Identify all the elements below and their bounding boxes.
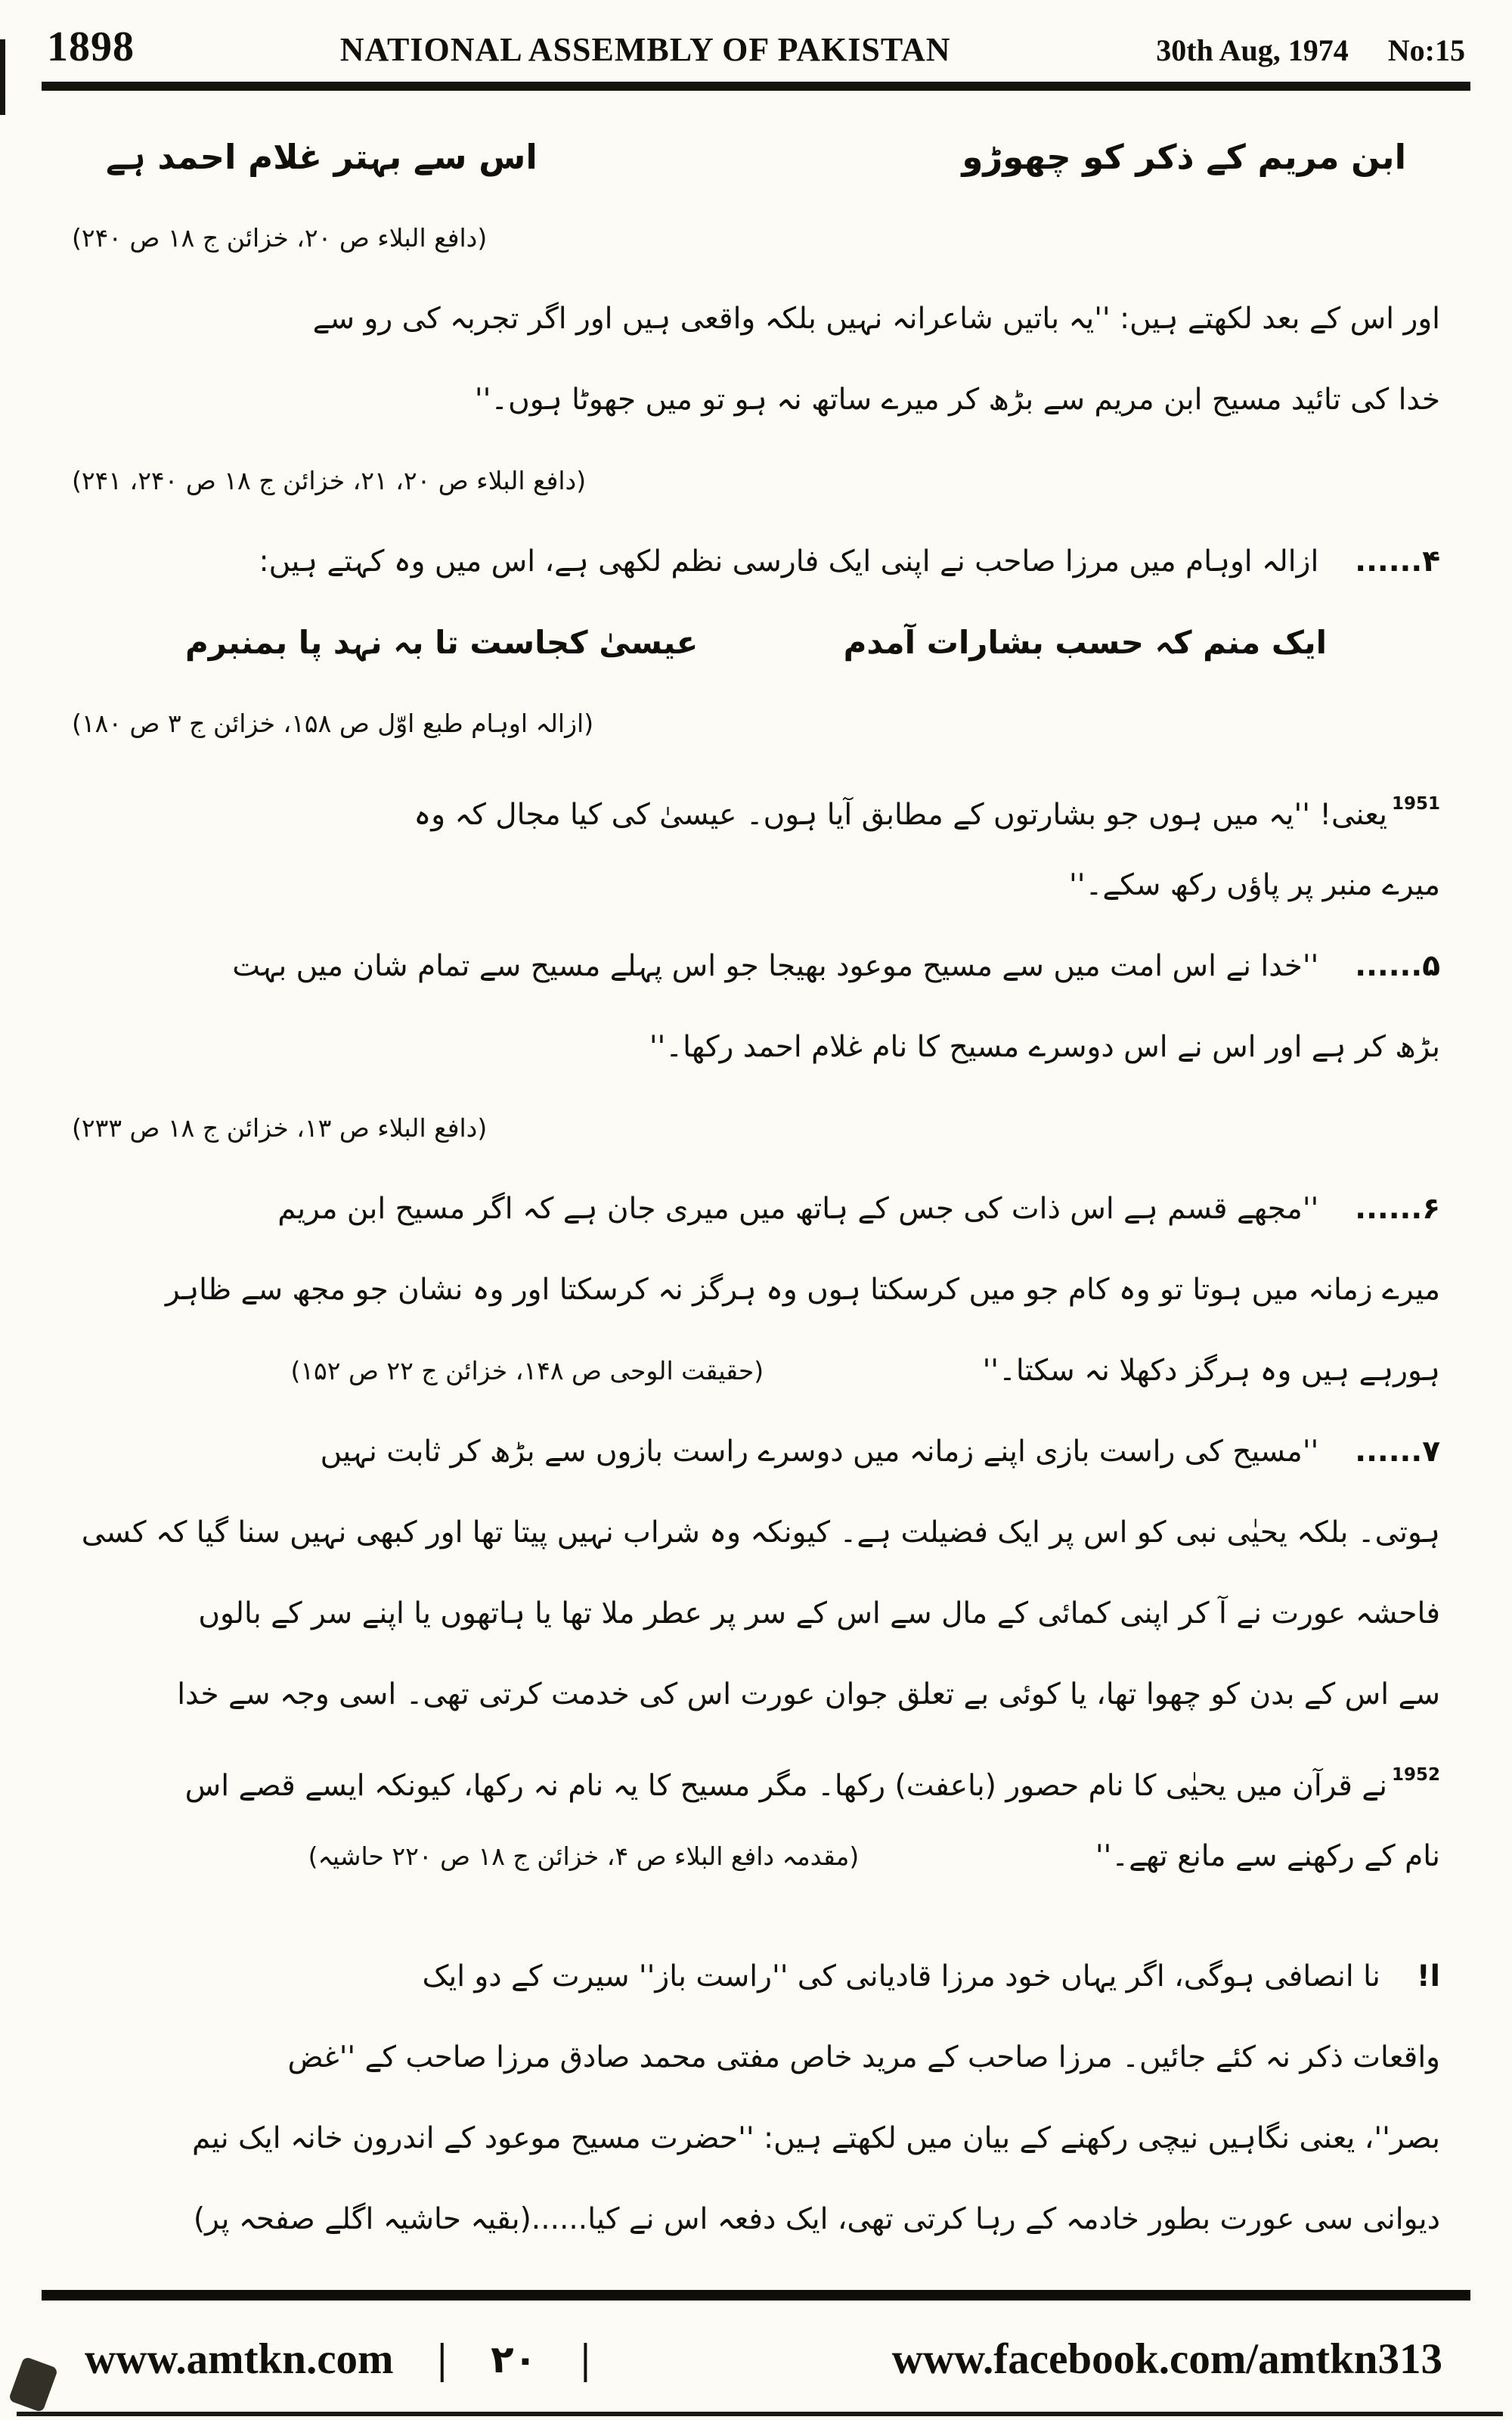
text-line bbox=[72, 764, 1440, 845]
header-title: NATIONAL ASSEMBLY OF PAKISTAN bbox=[339, 31, 951, 68]
citation: (مقدمہ دافع البلاء ص ۴، خزائن ج ۱۸ ص ۲۲۰ حاشیہ) bbox=[308, 1841, 860, 1871]
text-line bbox=[72, 1936, 1440, 2017]
line-text: ''خدا نے اس امت میں سے مسیح موعود بھیجا جو اس پہلے مسیح سے تمام شان میں بہت bbox=[232, 949, 1319, 983]
item-number: ۵...... bbox=[1355, 949, 1440, 983]
citation: (حقیقت الوحی ص ۱۴۸، خزائن ج ۲۲ ص ۱۵۲) bbox=[290, 1356, 764, 1385]
verse-hemistich-left: اس سے بہتر غلام احمد ہے bbox=[106, 137, 538, 177]
scan-artifact bbox=[8, 2356, 58, 2413]
footer-divider bbox=[42, 2290, 1470, 2301]
line-text: ازالہ اوہام میں مرزا صاحب نے اپنی ایک فارسی نظم لکھی ہے، اس میں وہ کہتے ہیں: bbox=[259, 544, 1319, 579]
page-header bbox=[0, 0, 1512, 71]
footer-separator: | bbox=[437, 2335, 448, 2383]
text-line bbox=[72, 926, 1440, 1007]
verse-line bbox=[72, 116, 1440, 197]
text-line bbox=[72, 521, 1440, 602]
reference-line bbox=[72, 1087, 1440, 1168]
text-line bbox=[72, 2098, 1440, 2179]
line-text: (ازالہ اوہام طبع اوّل ص ۱۵۸، خزائن ج ۳ ص ۱۸۰) bbox=[72, 709, 594, 738]
line-text: نے قرآن میں یحیٰی کا نام حصور (باعفت) رکھا۔ مگر مسیح کا یہ نام نہ رکھا، کیونکہ ایسے قصے اس bbox=[184, 1769, 1387, 1803]
line-text: (دافع البلاء ص ۱۳، خزائن ج ۱۸ ص ۲۳۳) bbox=[72, 1113, 488, 1143]
line-text: واقعات ذکر نہ کئے جائیں۔ مرزا صاحب کے مرید خاص مفتی محمد صادق مرزا صاحب کے ''غض bbox=[287, 2040, 1440, 2074]
line-text: یعنی! ''یہ میں ہوں جو بشارتوں کے مطابق آیا ہوں۔ عیسیٰ کی کیا مجال کہ وہ bbox=[414, 798, 1387, 832]
scan-artifact bbox=[0, 39, 5, 115]
text-line bbox=[72, 1168, 1440, 1249]
text-line-with-citation bbox=[72, 1816, 1440, 1897]
item-number: ۴...... bbox=[1355, 544, 1440, 579]
text-line bbox=[72, 845, 1440, 926]
line-text: (دافع البلاء ص ۲۰، ۲۱، خزائن ج ۱۸ ص ۲۴۰، ۲۴۱) bbox=[72, 466, 587, 495]
header-meta bbox=[1156, 33, 1465, 68]
text-line bbox=[72, 1573, 1440, 1654]
footnote-marker: 1951 bbox=[1391, 794, 1440, 814]
line-text: بصر''، یعنی نگاہیں نیچی رکھنے کے بیان میں لکھتے ہیں: ''حضرت مسیح موعود کے اندرون خانہ ایک نیم bbox=[192, 2121, 1440, 2155]
line-text: فاحشہ عورت نے آ کر اپنی کمائی کے مال سے اس کے سر پر عطر ملا تھا یا ہاتھوں یا اپنے سر کے بالوں bbox=[198, 1596, 1440, 1630]
website-url: www.amtkn.com bbox=[85, 2335, 394, 2383]
line-text: میرے زمانہ میں ہوتا تو وہ کام جو میں کرسکتا ہوں وہ ہرگز نہ کرسکتا اور وہ نشان جو مجھ سے ظاہر bbox=[165, 1273, 1440, 1307]
item-number: ا! bbox=[1416, 1959, 1440, 1993]
text-line bbox=[72, 1492, 1440, 1573]
line-text: ''مسیح کی راست بازی اپنے زمانہ میں دوسرے راست بازوں سے بڑھ کر ثابت نہیں bbox=[320, 1435, 1319, 1469]
item-number: ۶...... bbox=[1355, 1192, 1440, 1226]
line-text: (دافع البلاء ص ۲۰، خزائن ج ۱۸ ص ۲۴۰) bbox=[72, 223, 488, 253]
text-line bbox=[72, 278, 1440, 359]
verse-line bbox=[72, 602, 1440, 683]
line-text: نام کے رکھنے سے مانع تھے۔'' bbox=[1095, 1839, 1440, 1873]
footer-page-number: ۲۰ bbox=[491, 2337, 538, 2381]
text-line bbox=[72, 1735, 1440, 1816]
page-footer bbox=[85, 2335, 1442, 2384]
text-line bbox=[72, 1007, 1440, 1087]
bottom-edge-line bbox=[17, 2412, 1503, 2416]
line-text: سے اس کے بدن کو چھوا تھا، یا کوئی بے تعلق جوان عورت اس کی خدمت کرتی تھی۔ اسی وجہ سے خدا bbox=[177, 1677, 1440, 1711]
line-text: میرے منبر پر پاؤں رکھ سکے۔'' bbox=[1069, 868, 1440, 902]
verse-hemistich-right: ایک منم کہ حسب بشارات آمدم bbox=[843, 624, 1327, 661]
text-line bbox=[72, 359, 1440, 440]
reference-line bbox=[72, 683, 1440, 764]
reference-line bbox=[72, 197, 1440, 278]
line-text: ''مجھے قسم ہے اس ذات کی جس کے ہاتھ میں میری جان ہے کہ اگر مسیح ابن مریم bbox=[277, 1192, 1319, 1226]
footer-separator: | bbox=[581, 2335, 590, 2383]
footnote-marker: 1952 bbox=[1391, 1765, 1440, 1785]
header-date: 30th Aug, 1974 bbox=[1156, 33, 1349, 67]
text-line bbox=[72, 2017, 1440, 2098]
line-text: ہوتی۔ بلکہ یحیٰی نبی کو اس پر ایک فضیلت ہے۔ کیونکہ وہ شراب نہیں پیتا تھا اور کبھی نہیں سنا گیا کہ کسی bbox=[81, 1516, 1440, 1550]
text-line bbox=[72, 1249, 1440, 1330]
line-text: خدا کی تائید مسیح ابن مریم سے بڑھ کر میرے ساتھ نہ ہو تو میں جھوٹا ہوں۔'' bbox=[474, 383, 1440, 417]
line-text: ہورہے ہیں وہ ہرگز دکھلا نہ سکتا۔'' bbox=[982, 1354, 1440, 1388]
text-line bbox=[72, 1411, 1440, 1492]
page-number: 1898 bbox=[47, 23, 135, 70]
facebook-url: www.facebook.com/amtkn313 bbox=[891, 2335, 1442, 2383]
text-line-with-citation bbox=[72, 1330, 1440, 1411]
document-body bbox=[72, 116, 1440, 2260]
header-issue-number: No:15 bbox=[1387, 33, 1465, 67]
line-text: بڑھ کر ہے اور اس نے اس دوسرے مسیح کا نام غلام احمد رکھا۔'' bbox=[649, 1030, 1440, 1064]
text-line bbox=[72, 1654, 1440, 1735]
header-divider bbox=[42, 82, 1470, 91]
verse-hemistich-right: ابن مریم کے ذکر کو چھوڑو bbox=[962, 137, 1406, 177]
verse-hemistich-left: عیسیٰ کجاست تا بہ نہد پا بمنبرم bbox=[185, 624, 699, 661]
item-number: ۷...... bbox=[1355, 1435, 1440, 1469]
reference-line bbox=[72, 440, 1440, 521]
text-line bbox=[72, 2179, 1440, 2260]
line-text: دیوانی سی عورت بطور خادمہ کے رہا کرتی تھی، ایک دفعہ اس نے کیا......(بقیہ حاشیہ اگلے صفحہ پر) bbox=[193, 2202, 1440, 2236]
line-text: اور اس کے بعد لکھتے ہیں: ''یہ باتیں شاعرانہ نہیں بلکہ واقعی ہیں اور اگر تجربہ کی رو سے bbox=[312, 302, 1440, 336]
line-text: نا انصافی ہوگی، اگر یہاں خود مرزا قادیانی کی ''راست باز'' سیرت کے دو ایک bbox=[422, 1959, 1380, 1993]
